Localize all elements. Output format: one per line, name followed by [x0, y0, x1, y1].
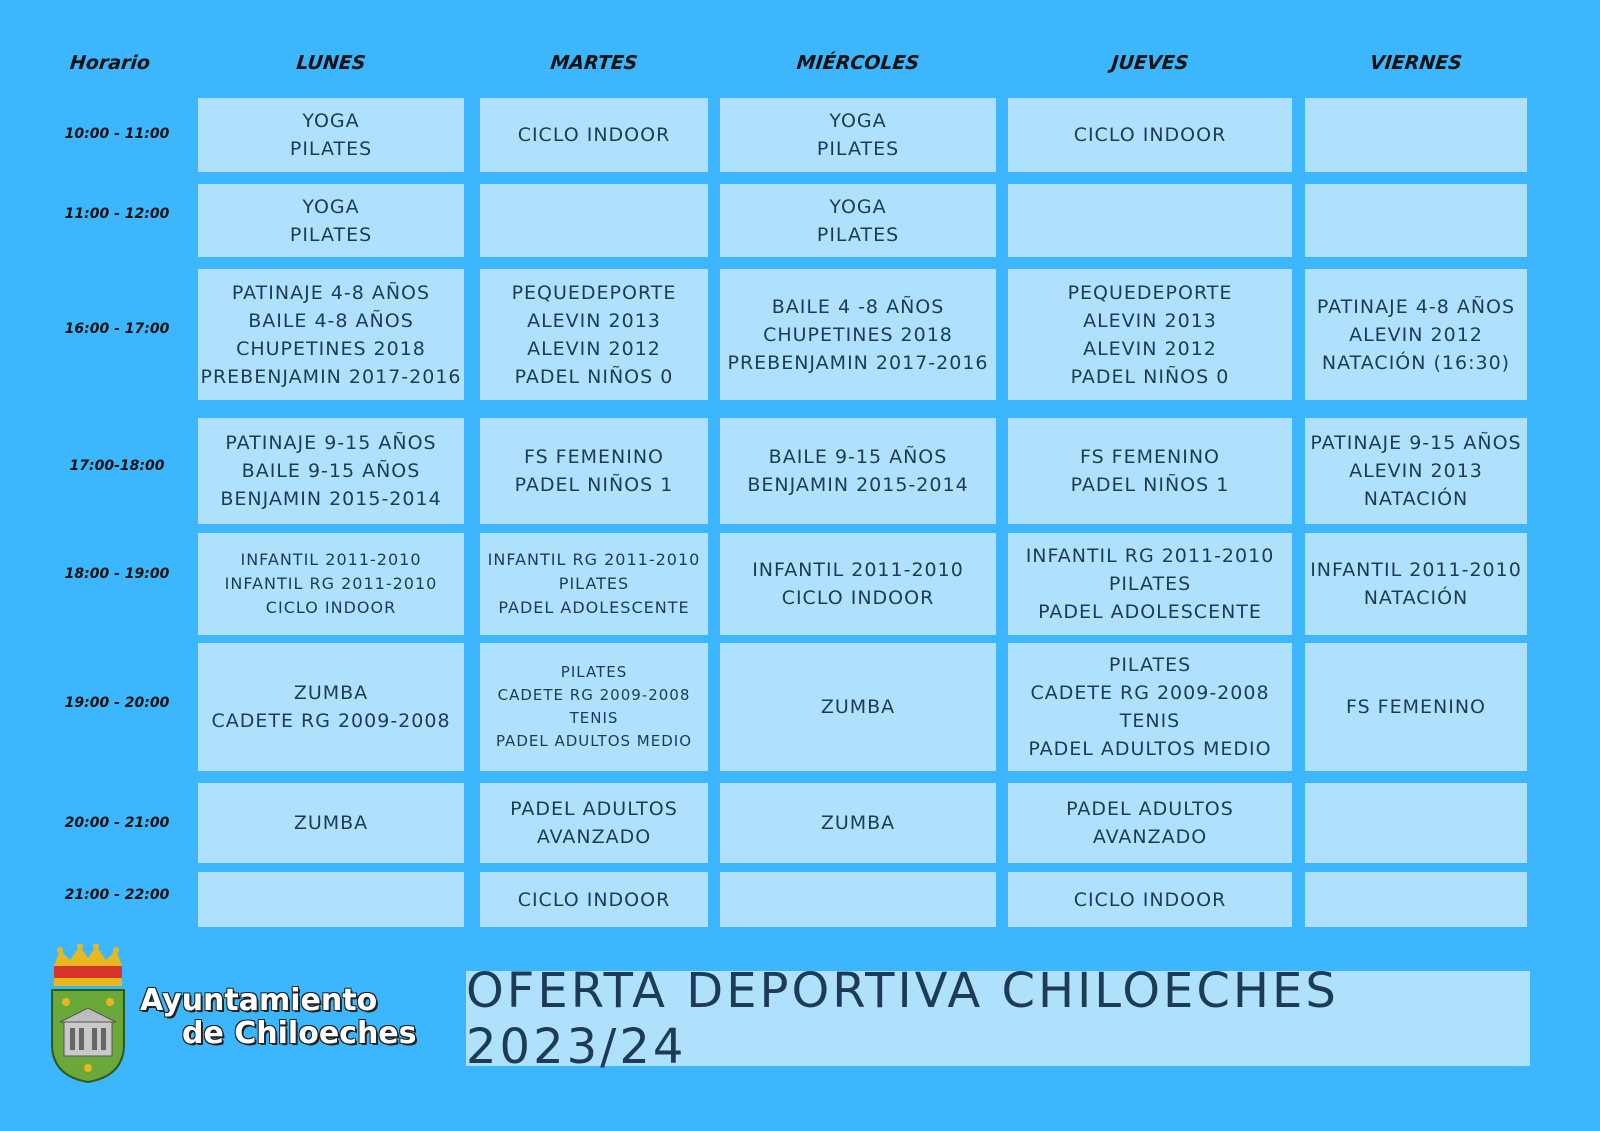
- activity-name: NATACIÓN (16:30): [1321, 351, 1511, 374]
- schedule-cell-martes: [480, 418, 708, 524]
- schedule-cell-viernes: [1305, 98, 1527, 172]
- header-jueves: JUEVES: [1110, 52, 1190, 74]
- activity-name: PATINAJE 9-15 AÑOS: [1310, 432, 1522, 454]
- schedule-cell-jueves: [1008, 418, 1292, 524]
- schedule-cell-jueves: [1008, 98, 1292, 172]
- activity-name: CICLO INDOOR: [1073, 888, 1227, 911]
- schedule-cell-miercoles: [720, 643, 996, 771]
- activity-name: NATACIÓN: [1363, 587, 1469, 609]
- schedule-cell-jueves: [1008, 184, 1292, 257]
- schedule-cell-martes: [480, 98, 708, 172]
- schedule-cell-martes: [480, 783, 708, 863]
- schedule-cell-lunes: [198, 418, 464, 524]
- activity-name: BENJAMIN 2015-2014: [220, 488, 442, 510]
- activity-name: PEQUEDEPORTE: [511, 281, 677, 304]
- activity-name: PATINAJE 4-8 AÑOS: [231, 281, 431, 304]
- schedule-cell-lunes: [198, 643, 464, 771]
- schedule-cell-lunes: [198, 269, 464, 400]
- activity-name: CICLO INDOOR: [265, 598, 397, 617]
- activity-name: ALEVIN 2012: [527, 337, 661, 360]
- time-slot: 11:00 - 12:00: [64, 206, 170, 222]
- activity-name: INFANTIL RG 2011-2010: [224, 574, 438, 593]
- activity-name: BAILE 9-15 AÑOS: [768, 446, 948, 468]
- schedule-cell-martes: [480, 269, 708, 400]
- header-miercoles: MIÉRCOLES: [795, 52, 921, 74]
- time-slot: 18:00 - 19:00: [64, 566, 170, 582]
- schedule-cell-viernes: [1305, 533, 1527, 635]
- activity-name: PADEL ADULTOS MEDIO: [1028, 738, 1272, 760]
- schedule-cell-miercoles: [720, 418, 996, 524]
- activity-name: INFANTIL 2011-2010: [752, 559, 964, 581]
- activity-name: BAILE 4 -8 AÑOS: [771, 295, 945, 318]
- schedule-cell-jueves: [1008, 783, 1292, 863]
- time-slot: 19:00 - 20:00: [64, 695, 170, 711]
- activity-name: PADEL ADOLESCENTE: [498, 598, 690, 617]
- activity-name: AVANZADO: [536, 826, 652, 848]
- schedule-cell-miercoles: [720, 783, 996, 863]
- logo-line-2: de Chiloeches: [182, 1016, 417, 1051]
- time-slot: 10:00 - 11:00: [64, 126, 170, 142]
- schedule-cell-jueves: [1008, 269, 1292, 400]
- schedule-cell-martes: [480, 643, 708, 771]
- activity-name: ZUMBA: [293, 812, 369, 834]
- time-slot: 17:00-18:00: [69, 458, 165, 474]
- activity-name: PEQUEDEPORTE: [1067, 281, 1233, 304]
- activity-name: PREBENJAMIN 2017-2016: [727, 351, 989, 374]
- schedule-cell-martes: [480, 533, 708, 635]
- header-viernes: VIERNES: [1368, 52, 1464, 74]
- activity-name: ZUMBA: [293, 682, 369, 704]
- schedule-cell-martes: [480, 184, 708, 257]
- crown-icon: [54, 944, 122, 986]
- activity-name: FS FEMENINO: [1079, 446, 1220, 468]
- activity-name: FS FEMENINO: [523, 446, 664, 468]
- activity-name: PILATES: [558, 574, 630, 593]
- activity-name: PADEL ADULTOS MEDIO: [495, 732, 693, 750]
- activity-name: ZUMBA: [820, 812, 896, 834]
- activity-name: AVANZADO: [1092, 826, 1208, 848]
- activity-name: CICLO INDOOR: [517, 124, 671, 146]
- activity-name: PREBENJAMIN 2017-2016: [200, 365, 462, 388]
- activity-name: YOGA: [302, 195, 360, 218]
- logo-line-1: Ayuntamiento: [140, 983, 378, 1018]
- municipality-logo-text: [140, 984, 417, 1050]
- activity-name: TENIS: [569, 709, 619, 727]
- schedule-cell-viernes: [1305, 418, 1527, 524]
- activity-name: PILATES: [560, 663, 628, 681]
- activity-name: ALEVIN 2013: [527, 309, 661, 332]
- activity-name: PADEL ADOLESCENTE: [1038, 601, 1262, 623]
- schedule-cell-miercoles: [720, 184, 996, 257]
- schedule-cell-lunes: [198, 872, 464, 927]
- schedule-cell-viernes: [1305, 184, 1527, 257]
- activity-name: BAILE 9-15 AÑOS: [241, 460, 421, 482]
- activity-name: PILATES: [1108, 654, 1192, 676]
- schedule-cell-miercoles: [720, 269, 996, 400]
- activity-name: PILATES: [289, 223, 373, 246]
- activity-name: ALEVIN 2013: [1349, 460, 1483, 482]
- activity-name: ALEVIN 2013: [1083, 309, 1217, 332]
- schedule-cell-viernes: [1305, 783, 1527, 863]
- schedule-cell-jueves: [1008, 643, 1292, 771]
- activity-name: PILATES: [289, 138, 373, 160]
- activity-name: YOGA: [829, 110, 887, 132]
- activity-name: INFANTIL 2011-2010: [240, 550, 422, 569]
- schedule-cell-miercoles: [720, 533, 996, 635]
- schedule-cell-viernes: [1305, 872, 1527, 927]
- activity-name: CADETE RG 2009-2008: [1030, 682, 1270, 704]
- activity-name: YOGA: [829, 195, 887, 218]
- activity-name: CHUPETINES 2018: [236, 337, 426, 360]
- activity-name: PILATES: [816, 223, 900, 246]
- schedule-cell-lunes: [198, 98, 464, 172]
- activity-name: PADEL ADULTOS: [1066, 798, 1234, 820]
- activity-name: ALEVIN 2012: [1349, 323, 1483, 346]
- page-title: OFERTA DEPORTIVA CHILOECHES 2023/24: [466, 971, 1530, 1066]
- schedule-cell-viernes: [1305, 269, 1527, 400]
- schedule-cell-miercoles: [720, 872, 996, 927]
- activity-name: PADEL ADULTOS: [510, 798, 678, 820]
- coat-of-arms-icon: [46, 944, 130, 1084]
- activity-name: PILATES: [1108, 573, 1192, 595]
- activity-name: CHUPETINES 2018: [763, 323, 953, 346]
- activity-name: ZUMBA: [820, 696, 896, 718]
- activity-name: TENIS: [1119, 710, 1181, 732]
- activity-name: PADEL NIÑOS 1: [514, 474, 674, 496]
- activity-name: INFANTIL 2011-2010: [1310, 559, 1522, 581]
- activity-name: INFANTIL RG 2011-2010: [487, 550, 701, 569]
- activity-name: BENJAMIN 2015-2014: [747, 474, 969, 496]
- activity-name: NATACIÓN: [1363, 488, 1469, 510]
- activity-name: PADEL NIÑOS 1: [1070, 474, 1230, 496]
- activity-name: CICLO INDOOR: [1073, 124, 1227, 146]
- schedule-cell-viernes: [1305, 643, 1527, 771]
- activity-name: CADETE RG 2009-2008: [497, 686, 691, 704]
- activity-name: PATINAJE 9-15 AÑOS: [225, 432, 437, 454]
- activity-name: CICLO INDOOR: [517, 888, 671, 911]
- header-time: Horario: [68, 52, 152, 74]
- activity-name: PADEL NIÑOS 0: [1070, 365, 1230, 388]
- activity-name: PATINAJE 4-8 AÑOS: [1316, 295, 1516, 318]
- schedule-cell-miercoles: [720, 98, 996, 172]
- activity-name: FS FEMENINO: [1345, 696, 1486, 718]
- activity-name: PILATES: [816, 138, 900, 160]
- schedule-cell-lunes: [198, 184, 464, 257]
- activity-name: YOGA: [302, 110, 360, 132]
- activity-name: CADETE RG 2009-2008: [211, 710, 451, 732]
- time-slot: 20:00 - 21:00: [64, 815, 170, 831]
- activity-name: INFANTIL RG 2011-2010: [1025, 545, 1275, 567]
- header-lunes: LUNES: [295, 52, 367, 74]
- time-slot: 21:00 - 22:00: [64, 887, 170, 903]
- schedule-cell-martes: [480, 872, 708, 927]
- activity-name: ALEVIN 2012: [1083, 337, 1217, 360]
- schedule-cell-jueves: [1008, 533, 1292, 635]
- schedule-cell-lunes: [198, 783, 464, 863]
- schedule-cell-lunes: [198, 533, 464, 635]
- activity-name: CICLO INDOOR: [781, 587, 935, 609]
- time-slot: 16:00 - 17:00: [64, 321, 170, 337]
- header-martes: MARTES: [549, 52, 639, 74]
- activity-name: BAILE 4-8 AÑOS: [248, 309, 414, 332]
- schedule-cell-jueves: [1008, 872, 1292, 927]
- activity-name: PADEL NIÑOS 0: [514, 365, 674, 388]
